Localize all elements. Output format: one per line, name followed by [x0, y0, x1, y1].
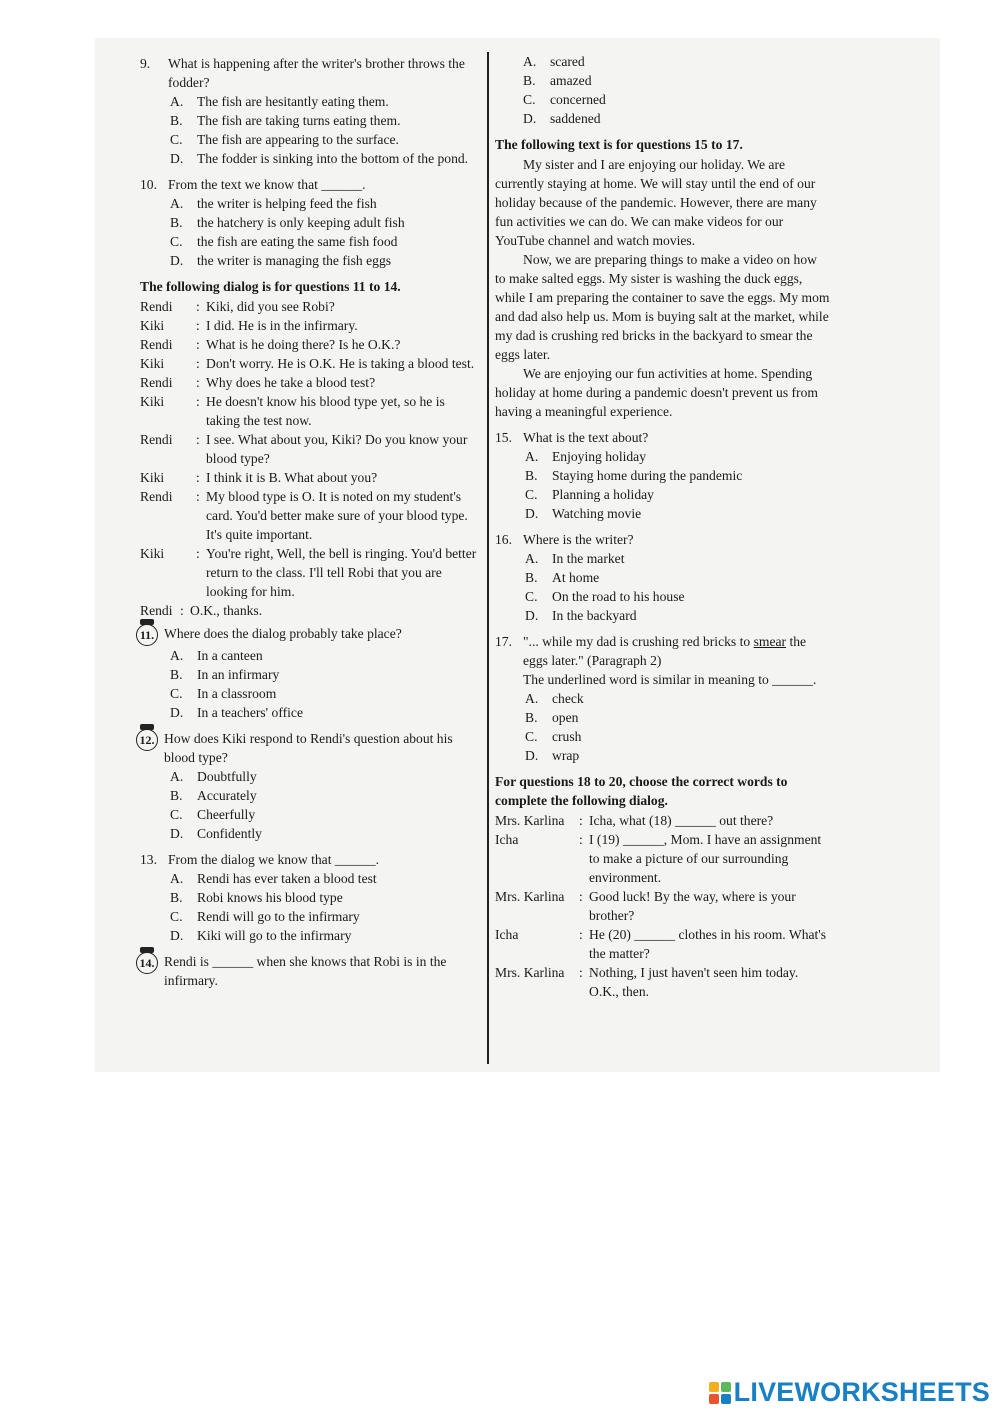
left-column: [140, 54, 480, 990]
logo-grid-icon: [709, 1382, 731, 1404]
dialog-line: Kiki : I did. He is in the infirmary.: [140, 318, 358, 333]
option-c: C. On the road to his house: [525, 589, 685, 604]
text-heading: The following text is for questions 15 to 17.: [495, 137, 743, 152]
option-a: A. scared: [523, 54, 585, 69]
dialog-line: Mrs. Karlina : Good luck! By the way, where is your brother?: [495, 889, 796, 923]
brand-name: LIVEWORKSHEETS: [733, 1377, 990, 1407]
option-b: B. At home: [525, 570, 600, 585]
option-b: B. the hatchery is only keeping adult fish: [170, 215, 405, 230]
option-a: A. Rendi has ever taken a blood test: [170, 871, 377, 886]
option-b: B. In an infirmary: [170, 667, 280, 682]
option-d: D. The fodder is sinking into the bottom of the pond.: [170, 151, 469, 166]
dialog-line: Icha : He (20) ______ clothes in his room. What's the matter?: [495, 927, 827, 961]
question-14-options: [523, 52, 830, 128]
option-a: A. check: [525, 691, 584, 706]
hots-badge-icon: 11.: [136, 624, 158, 646]
option-a: A. The fish are hesitantly eating them.: [170, 94, 389, 109]
dialog-line: Icha : I (19) ______, Mom. I have an assignment to make a picture of our surrounding environment.: [495, 832, 822, 885]
dialog-line: Rendi : Kiki, did you see Robi?: [140, 299, 335, 314]
option-d: D. Kiki will go to the infirmary: [170, 928, 352, 943]
option-d: D. the writer is managing the fish eggs: [170, 253, 392, 268]
hots-badge-icon: 12.: [136, 729, 158, 751]
option-c: C. Rendi will go to the infirmary: [170, 909, 360, 924]
option-d: D. In a teachers' office: [170, 705, 303, 720]
option-b: B. Robi knows his blood type: [170, 890, 343, 905]
option-b: B. The fish are taking turns eating them.: [170, 113, 401, 128]
dialog-line: Kiki : He doesn't know his blood type yet, so he is taking the test now.: [140, 394, 445, 428]
option-d: D. Confidently: [170, 826, 262, 841]
dialog: [140, 297, 480, 620]
option-b: B. amazed: [523, 73, 592, 88]
option-a: A. Enjoying holiday: [525, 449, 647, 464]
column-divider: [487, 52, 489, 1064]
question-9: 9. What is happening after the writer's brother throws the fodder? A. The fish are hesitantly eating them. B. The fish are taking turns eating them. C. The fish are appearing to the surface. D. The fodder is sinking into the bottom of the pond.: [140, 54, 480, 168]
dialog-line: Mrs. Karlina : Icha, what (18) ______ out there?: [495, 813, 774, 828]
liveworksheets-logo[interactable]: [709, 1377, 990, 1408]
question-13: 13. From the dialog we know that ______. A. Rendi has ever taken a blood test B. Robi knows his blood type C. Rendi will go to the infirmary D. Kiki will go to the infirmary: [140, 850, 480, 945]
question-17: 17. "... while my dad is crushing red bricks to smear the eggs later." (Paragraph 2) The underlined word is similar in meaning to ______. A. check B. open C. crush D. wrap: [495, 632, 830, 765]
question-10: 10. From the text we know that ______. A. the writer is helping feed the fish B. the hatchery is only keeping adult fish C. the fish are eating the same fish food D. the writer is managing the fish eggs: [140, 175, 480, 270]
question-11: 11. Where does the dialog probably take place? A. In a canteen B. In an infirmary C. In a classroom D. In a teachers' office: [140, 624, 480, 722]
paragraph-1: My sister and I are enjoying our holiday. We are currently staying at home. We will stay until the end of our holiday because of the pandemic. However, there are many fun activities we can do. We can make videos for our YouTube channel and watch movies.: [495, 157, 817, 248]
option-d: D. Watching movie: [525, 506, 642, 521]
option-d: D. In the backyard: [525, 608, 637, 623]
dialog-line: Rendi : O.K., thanks.: [140, 603, 263, 618]
option-d: D. wrap: [525, 748, 580, 763]
paragraph-3: We are enjoying our fun activities at home. Spending holiday at home during a pandemic doesn't prevent us from having a meaningful experience.: [495, 366, 818, 419]
option-a: A. Doubtfully: [170, 769, 257, 784]
dialog-line: Mrs. Karlina : Nothing, I just haven't seen him today. O.K., then.: [495, 965, 799, 999]
underlined-word: smear: [753, 634, 787, 649]
dialog-line: Rendi : What is he doing there? Is he O.K.?: [140, 337, 401, 352]
question-12: 12. How does Kiki respond to Rendi's question about his blood type? A. Doubtfully B. Accurately C. Cheerfully D. Confidently: [140, 729, 480, 843]
dialog-line: Rendi : I see. What about you, Kiki? Do you know your blood type?: [140, 432, 468, 466]
dialog-2: [495, 811, 830, 1001]
paragraph-2: Now, we are preparing things to make a video on how to make salted eggs. My sister is washing the duck eggs, while I am preparing the container to save the eggs. My mom and dad also help us. Mom is buying salt at the market, while my dad is crushing red bricks in the backyard to smear the eggs later.: [495, 252, 830, 362]
hots-badge-icon: 14.: [136, 952, 158, 974]
option-a: A. In the market: [525, 551, 625, 566]
question-15: 15. What is the text about? A. Enjoying holiday B. Staying home during the pandemic C. Planning a holiday D. Watching movie: [495, 428, 830, 523]
dialog-line: Kiki : You're right, Well, the bell is ringing. You'd better return to the class. I'll tell Robi that you are looking for him.: [140, 546, 477, 599]
dialog-line: Rendi : Why does he take a blood test?: [140, 375, 376, 390]
right-column: [495, 52, 830, 1001]
option-d: D. saddened: [523, 111, 601, 126]
question-14: 14. Rendi is ______ when she knows that Robi is in the infirmary.: [140, 952, 480, 990]
option-b: B. Accurately: [170, 788, 257, 803]
dialog-line: Kiki : Don't worry. He is O.K. He is taking a blood test.: [140, 356, 475, 371]
dialog2-heading: For questions 18 to 20, choose the correct words to complete the following dialog.: [495, 774, 788, 808]
dialog-line: Kiki : I think it is B. What about you?: [140, 470, 378, 485]
option-b: B. Staying home during the pandemic: [525, 468, 743, 483]
dialog-line: Rendi : My blood type is O. It is noted on my student's card. You'd better make sure of your blood type. It's quite important.: [140, 489, 468, 542]
option-c: C. The fish are appearing to the surface.: [170, 132, 399, 147]
option-c: C. Planning a holiday: [525, 487, 654, 502]
option-b: B. open: [525, 710, 579, 725]
option-c: C. concerned: [523, 92, 606, 107]
option-a: A. In a canteen: [170, 648, 263, 663]
dialog-heading: The following dialog is for questions 11 to 14.: [140, 279, 401, 294]
option-c: C. crush: [525, 729, 582, 744]
option-c: C. the fish are eating the same fish food: [170, 234, 398, 249]
question-16: 16. Where is the writer? A. In the market B. At home C. On the road to his house D. In the backyard: [495, 530, 830, 625]
option-c: C. Cheerfully: [170, 807, 256, 822]
option-a: A. the writer is helping feed the fish: [170, 196, 377, 211]
option-c: C. In a classroom: [170, 686, 277, 701]
